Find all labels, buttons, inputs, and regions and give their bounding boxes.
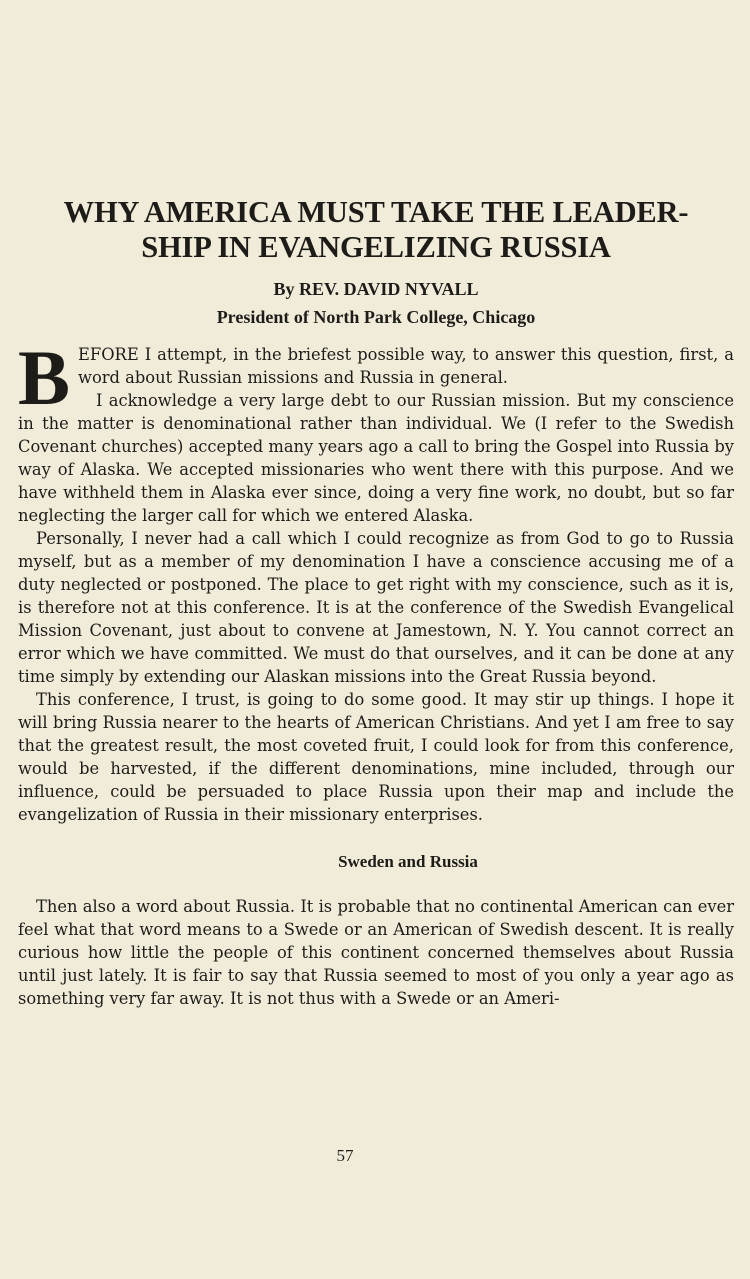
drop-cap: B — [18, 334, 71, 421]
author-affiliation: President of North Park College, Chicago — [216, 307, 536, 327]
article-body — [18, 334, 734, 1010]
title-line-1: WHY AMERICA MUST TAKE THE LEADER- — [63, 195, 689, 229]
section-heading: Sweden and Russia — [338, 852, 478, 871]
paragraph-2: I acknowledge a very large debt to our Russian mission. But my conscience in the matter is denominational rather than individual. We (I refer to the Swedish Covenant churches) accepted many years ago a call to bring the Gospel into Russia by way of Alaska. We accepted missionaries who went there with this purpose. And we have withheld them in Alaska ever since, doing a very fine work, no doubt, but so far neglecting the larger call for which we entered Alaska. — [18, 391, 734, 525]
article-title — [18, 195, 734, 265]
paragraph-1 — [18, 334, 734, 421]
paragraph-3: Personally, I never had a call which I could recognize as from God to go to Russia myself, but as a member of my denomination I have a conscience accusing me of a duty neglected or postponed. The place to get right with my conscience, such as it is, is therefore not at this conference. It is at the conference of the Swedish Evangelical Mission Covenant, just about to convene at Jamestown, N. Y. You cannot correct an error which we have committed. We must do that ourselves, and it can be done at any time simply by extending our Alaskan missions into the Great Russia beyond. — [18, 529, 734, 686]
author-name: By REV. DAVID NYVALL — [273, 279, 479, 299]
title-line-2: SHIP IN EVANGELIZING RUSSIA — [141, 230, 611, 264]
page-number: 57 — [336, 1146, 354, 1165]
paragraph-5: Then also a word about Russia. It is probable that no continental American can ever feel what that word means to a Swede or an American of Swedish descent. It is really curious how little the people of this continent concerned themselves about Russia until just lately. It is fair to say that Russia seemed to most of you only a year ago as something very far away. It is not thus with a Swede or an Ameri- — [18, 897, 734, 1008]
paragraph-1-text: EFORE I attempt, in the briefest possible way, to answer this question, first, a word about Russian missions and Russia in general. — [78, 345, 734, 387]
byline — [18, 277, 734, 329]
paragraph-4: This conference, I trust, is going to do some good. It may stir up things. I hope it will bring Russia nearer to the hearts of American Christians. And yet I am free to say that the greatest result, the most coveted fruit, I could look for from this conference, would be harvested, if the different denominations, mine included, through our influence, could be persuaded to place Russia upon their map and include the evangelization of Russia in their missionary enterprises. — [18, 690, 734, 824]
